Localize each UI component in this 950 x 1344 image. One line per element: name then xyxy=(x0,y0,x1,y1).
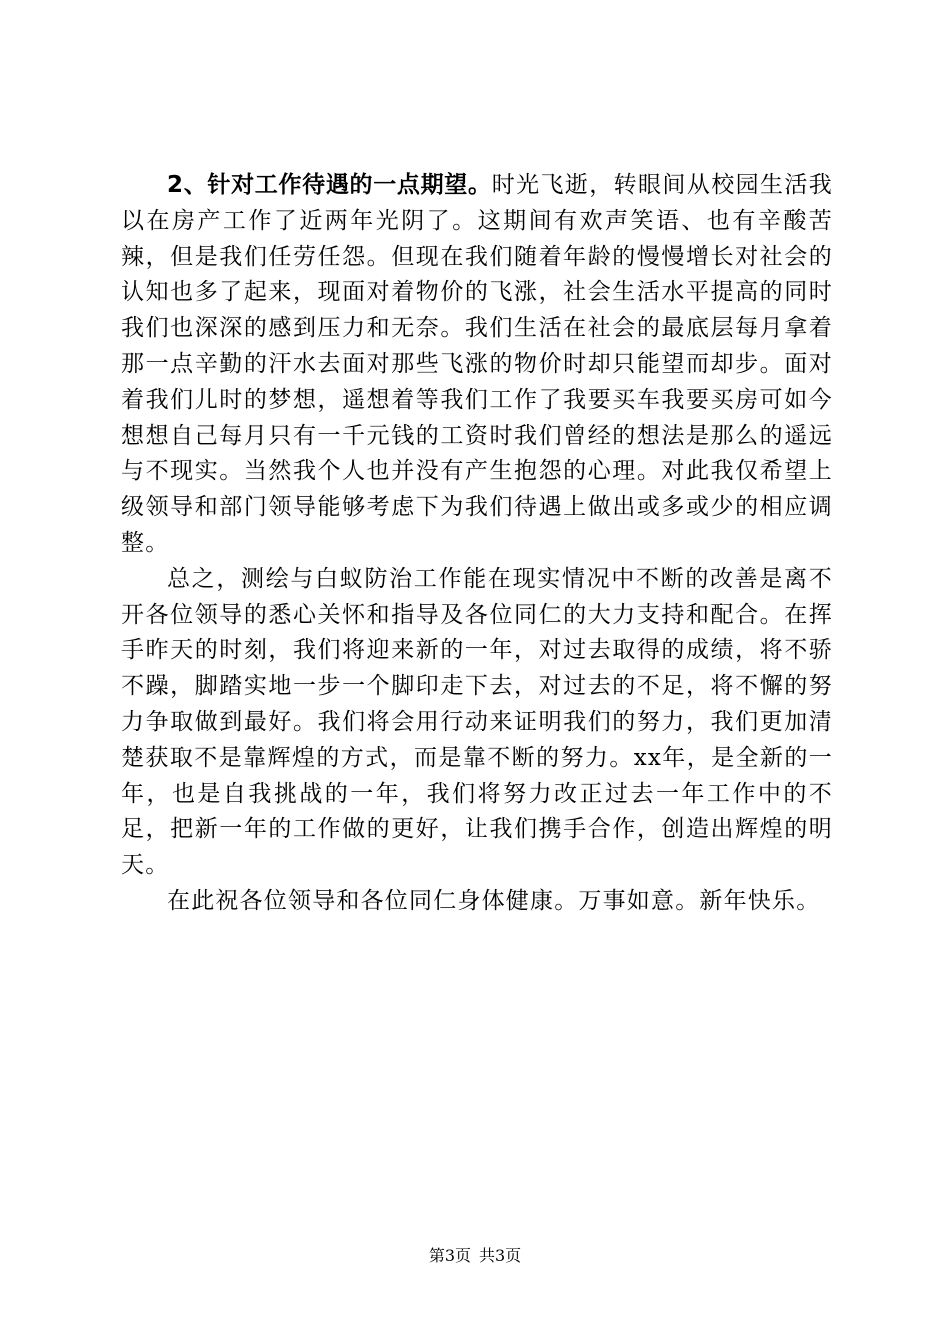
paragraph-heading: 2、针对工作待遇的一点期望。 xyxy=(167,172,492,198)
paragraph-summary xyxy=(121,562,833,884)
document-body xyxy=(121,168,833,920)
page-footer xyxy=(0,1243,950,1266)
page-number-total: 共3页 xyxy=(479,1246,522,1265)
paragraph-work-benefits xyxy=(121,168,833,562)
paragraph-text: 总之，测绘与白蚁防治工作能在现实情况中不断的改善是离不开各位领导的悉心关怀和指导及各位同仁的大力支持和配合。在挥手昨天的时刻，我们将迎来新的一年，对过去取得的成绩，将不骄不躁，脚踏实地一步一个脚印走下去，对过去的不足，将不懈的努力争取做到最好。我们将会用行动来证明我们的努力，我们更加清楚获取不是靠辉煌的方式，而是靠不断的努力。xx年，是全新的一年，也是自我挑战的一年，我们将努力改正过去一年工作中的不足，把新一年的工作做的更好，让我们携手合作，创造出辉煌的明天。 xyxy=(121,565,833,879)
paragraph-greetings xyxy=(121,884,833,920)
page-number-current: 第3页 xyxy=(428,1246,471,1265)
paragraph-text: 时光飞逝，转眼间从校园生活我以在房产工作了近两年光阴了。这期间有欢声笑语、也有辛酸苦辣，但是我们任劳任怨。但现在我们随着年龄的慢慢增长对社会的认知也多了起来，现面对着物价的飞涨，社会生活水平提高的同时我们也深深的感到压力和无奈。我们生活在社会的最底层每月拿着那一点辛勤的汗水去面对那些飞涨的物价时却只能望而却步。面对着我们儿时的梦想，遥想着等我们工作了我要买车我要买房可如今想想自己每月只有一千元钱的工资时我们曾经的想法是那么的遥远与不现实。当然我个人也并没有产生抱怨的心理。对此我仅希望上级领导和部门领导能够考虑下为我们待遇上做出或多或少的相应调整。 xyxy=(121,172,833,556)
paragraph-text: 在此祝各位领导和各位同仁身体健康。万事如意。新年快乐。 xyxy=(167,887,821,914)
